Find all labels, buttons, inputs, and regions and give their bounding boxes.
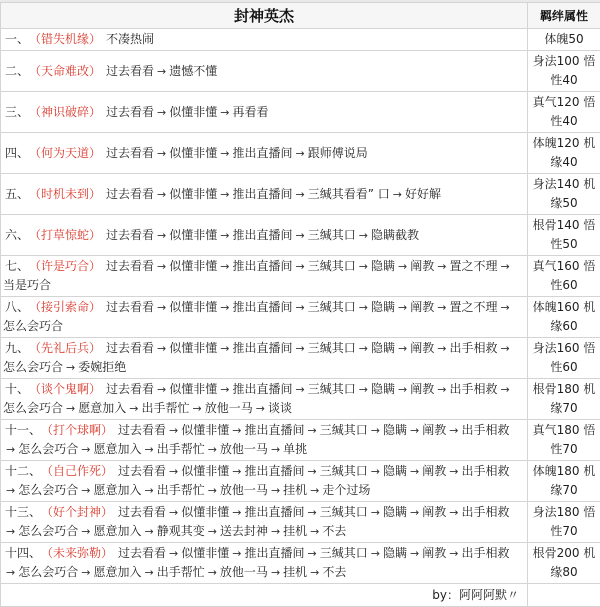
arrow-icon: → — [398, 383, 407, 396]
arrow-icon: → — [157, 301, 166, 314]
arrow-icon: → — [296, 188, 305, 201]
choice-path-cell — [1, 256, 528, 297]
arrow-icon: → — [271, 443, 280, 456]
ending-label: （谈个鬼啊） — [35, 382, 101, 396]
arrow-icon: → — [6, 525, 15, 538]
arrow-icon: → — [359, 260, 368, 273]
choice-step: 阐教 — [410, 259, 434, 273]
arrow-icon: → — [398, 342, 407, 355]
bond-attr-value: 体魄160 机缘60 — [528, 297, 600, 338]
choice-step: 过去看看 — [106, 341, 154, 355]
author-credit: by：阿阿阿默〃 — [1, 584, 528, 607]
choice-step: 推出直播间 — [245, 423, 305, 437]
choice-step: 谈谈 — [268, 401, 292, 415]
choice-step: 阐教 — [410, 300, 434, 314]
arrow-icon: → — [500, 260, 509, 273]
choice-step: 三缄其口 — [308, 382, 356, 396]
choice-step: 怎么会巧合 — [3, 401, 63, 415]
choice-step: 遗憾不懂 — [169, 64, 217, 78]
arrow-icon: → — [398, 260, 407, 273]
choice-step: 隐瞒 — [383, 505, 407, 519]
arrow-icon: → — [371, 465, 380, 478]
table-row — [1, 379, 600, 420]
choice-step: 过去看看 — [106, 259, 154, 273]
choice-step: 不凑热闹 — [106, 32, 154, 46]
choice-step: 出手相救 — [449, 341, 497, 355]
row-number: 八、 — [5, 300, 29, 314]
choice-step: 阐教 — [410, 341, 434, 355]
choice-step: 走个过场 — [322, 483, 370, 497]
choice-step: 出手相救 — [461, 464, 509, 478]
arrow-icon: → — [208, 484, 217, 497]
choice-step: 出手相救 — [461, 505, 509, 519]
bond-attr-value: 根骨140 悟性50 — [528, 215, 600, 256]
choice-step: 似懂非懂 — [169, 382, 217, 396]
arrow-icon: → — [500, 301, 509, 314]
arrow-icon: → — [81, 566, 90, 579]
ending-label: （打草惊蛇） — [35, 228, 101, 242]
choice-step: 似懂非懂 — [169, 187, 217, 201]
arrow-icon: → — [500, 383, 509, 396]
arrow-icon: → — [208, 525, 217, 538]
arrow-icon: → — [157, 65, 166, 78]
table-row — [1, 92, 600, 133]
choice-step: 放他一马 — [205, 401, 253, 415]
arrow-icon: → — [437, 383, 446, 396]
choice-path-cell — [1, 461, 528, 502]
choice-path-cell — [1, 29, 528, 51]
table-row — [1, 297, 600, 338]
choice-step: 似懂非懂 — [181, 505, 229, 519]
choice-step: 阐教 — [422, 546, 446, 560]
bond-attr-value: 真气180 悟性70 — [528, 420, 600, 461]
arrow-icon: → — [393, 188, 402, 201]
choice-step: 愿意加入 — [93, 565, 141, 579]
table-row — [1, 502, 600, 543]
choice-step: 跟师傅说局 — [308, 146, 368, 160]
ending-label: （天命难改） — [35, 64, 101, 78]
arrow-icon: → — [208, 443, 217, 456]
choice-step: 阐教 — [410, 382, 434, 396]
arrow-icon: → — [296, 260, 305, 273]
choice-step: 挂机 — [283, 565, 307, 579]
arrow-icon: → — [220, 106, 229, 119]
table-row — [1, 174, 600, 215]
arrow-icon: → — [232, 506, 241, 519]
arrow-icon: → — [359, 301, 368, 314]
choice-step: 出手帮忙 — [141, 401, 189, 415]
choice-step: 似懂非懂 — [169, 259, 217, 273]
table-row — [1, 256, 600, 297]
arrow-icon: → — [169, 465, 178, 478]
table-row — [1, 461, 600, 502]
arrow-icon: → — [308, 465, 317, 478]
arrow-icon: → — [410, 547, 419, 560]
choice-step: 怎么会巧合 — [3, 319, 63, 333]
choice-step: 三缄其口 — [308, 300, 356, 314]
row-number: 四、 — [5, 146, 29, 160]
arrow-icon: → — [500, 342, 509, 355]
choice-step: 推出直播间 — [233, 259, 293, 273]
choice-step: 怎么会巧合 — [18, 565, 78, 579]
arrow-icon: → — [256, 402, 265, 415]
choice-step: 过去看看 — [106, 146, 154, 160]
row-number: 三、 — [5, 105, 29, 119]
choice-step: 置之不理 — [449, 259, 497, 273]
choice-step: 静观其变 — [157, 524, 205, 538]
arrow-icon: → — [449, 424, 458, 437]
choice-step: 三缄其口 — [308, 341, 356, 355]
arrow-icon: → — [220, 260, 229, 273]
choice-step: 放他一马 — [220, 483, 268, 497]
choice-step: 不去 — [322, 565, 346, 579]
arrow-icon: → — [359, 383, 368, 396]
choice-step: 似懂非懂 — [169, 341, 217, 355]
ending-label: （先礼后兵） — [35, 341, 101, 355]
choice-step: 过去看看 — [106, 64, 154, 78]
choice-step: 过去看看 — [106, 187, 154, 201]
arrow-icon: → — [169, 424, 178, 437]
choice-step: 愿意加入 — [93, 524, 141, 538]
choice-path-cell — [1, 92, 528, 133]
choice-step: 过去看看 — [118, 464, 166, 478]
arrow-icon: → — [66, 361, 75, 374]
ending-label: （何为天道） — [35, 146, 101, 160]
arrow-icon: → — [296, 301, 305, 314]
header-row — [1, 3, 600, 29]
ending-label: （打个球啊） — [47, 423, 113, 437]
arrow-icon: → — [271, 484, 280, 497]
arrow-icon: → — [129, 402, 138, 415]
choice-step: 出手帮忙 — [157, 565, 205, 579]
choice-step: 过去看看 — [118, 423, 166, 437]
row-number: 七、 — [5, 259, 29, 273]
choice-path-cell — [1, 420, 528, 461]
arrow-icon: → — [371, 424, 380, 437]
bond-attr-value: 真气120 悟性40 — [528, 92, 600, 133]
arrow-icon: → — [220, 188, 229, 201]
choice-step: 推出直播间 — [233, 382, 293, 396]
choice-step: 阐教 — [422, 423, 446, 437]
arrow-icon: → — [410, 424, 419, 437]
arrow-icon: → — [410, 506, 419, 519]
arrow-icon: → — [437, 342, 446, 355]
arrow-icon: → — [359, 229, 368, 242]
choice-step: 隐瞒 — [383, 546, 407, 560]
arrow-icon: → — [437, 260, 446, 273]
arrow-icon: → — [220, 147, 229, 160]
choice-step: 愿意加入 — [93, 483, 141, 497]
arrow-icon: → — [81, 525, 90, 538]
table-row — [1, 215, 600, 256]
arrow-icon: → — [296, 342, 305, 355]
bond-attr-value: 身法100 悟性40 — [528, 51, 600, 92]
row-number: 五、 — [5, 187, 29, 201]
choice-step: 再看看 — [233, 105, 269, 119]
bond-attr-value: 体魄180 机缘70 — [528, 461, 600, 502]
choice-step: 推出直播间 — [233, 187, 293, 201]
choice-step: 似懂非懂 — [169, 105, 217, 119]
arrow-icon: → — [449, 547, 458, 560]
arrow-icon: → — [308, 424, 317, 437]
arrow-icon: → — [81, 484, 90, 497]
choice-step: 阐教 — [422, 505, 446, 519]
choice-step: 出手相救 — [461, 423, 509, 437]
choice-step: 三缄其口 — [320, 423, 368, 437]
arrow-icon: → — [308, 547, 317, 560]
choice-step: 出手帮忙 — [157, 483, 205, 497]
choice-step: 挂机 — [283, 524, 307, 538]
choice-step: 过去看看 — [118, 505, 166, 519]
choice-step: 三缄其口 — [320, 546, 368, 560]
arrow-icon: → — [359, 342, 368, 355]
arrow-icon: → — [296, 147, 305, 160]
arrow-icon: → — [220, 383, 229, 396]
choice-step: 似懂非懂 — [169, 228, 217, 242]
table-row — [1, 51, 600, 92]
row-number: 十三、 — [5, 505, 41, 519]
arrow-icon: → — [232, 547, 241, 560]
choice-step: 怎么会巧合 — [18, 442, 78, 456]
ending-label: （错失机缘） — [35, 32, 101, 46]
choice-step: 出手帮忙 — [157, 442, 205, 456]
arrow-icon: → — [157, 188, 166, 201]
choice-step: 三缄其口 — [308, 228, 356, 242]
arrow-icon: → — [437, 301, 446, 314]
row-number: 六、 — [5, 228, 29, 242]
arrow-icon: → — [157, 229, 166, 242]
ending-label: （未来弥勒） — [47, 546, 113, 560]
arrow-icon: → — [81, 443, 90, 456]
arrow-icon: → — [208, 566, 217, 579]
arrow-icon: → — [271, 566, 280, 579]
footer-row — [1, 584, 600, 607]
arrow-icon: → — [449, 506, 458, 519]
arrow-icon: → — [220, 342, 229, 355]
choice-path-cell — [1, 379, 528, 420]
choice-step: 三缄其口 — [320, 464, 368, 478]
rows-body — [1, 29, 600, 584]
arrow-icon: → — [6, 566, 15, 579]
choice-step: 怎么会巧合 — [3, 360, 63, 374]
arrow-icon: → — [398, 301, 407, 314]
choice-step: 过去看看 — [106, 382, 154, 396]
choice-step: 隐瞒 — [371, 341, 395, 355]
bond-attr-value: 身法160 悟性60 — [528, 338, 600, 379]
ending-label: （自己作死） — [47, 464, 113, 478]
choice-step: 送去封神 — [220, 524, 268, 538]
choice-path-cell — [1, 297, 528, 338]
guide-table — [0, 2, 600, 607]
choice-step: 似懂非懂 — [169, 146, 217, 160]
choice-step: 推出直播间 — [245, 505, 305, 519]
bond-attr-value: 根骨200 机缘80 — [528, 543, 600, 584]
choice-step: 阐教 — [422, 464, 446, 478]
arrow-icon: → — [144, 566, 153, 579]
row-number: 一、 — [5, 32, 29, 46]
bond-attr-value: 身法180 悟性70 — [528, 502, 600, 543]
choice-path-cell — [1, 215, 528, 256]
choice-path-cell — [1, 133, 528, 174]
choice-step: 愿意加入 — [78, 401, 126, 415]
arrow-icon: → — [371, 506, 380, 519]
arrow-icon: → — [310, 484, 319, 497]
choice-step: 隐瞒 — [383, 464, 407, 478]
row-number: 十四、 — [5, 546, 41, 560]
choice-step: 放他一马 — [220, 565, 268, 579]
arrow-icon: → — [66, 402, 75, 415]
arrow-icon: → — [157, 260, 166, 273]
bond-attr-value: 体魄120 机缘40 — [528, 133, 600, 174]
arrow-icon: → — [169, 547, 178, 560]
choice-path-cell — [1, 51, 528, 92]
bond-attr-value: 体魄50 — [528, 29, 600, 51]
arrow-icon: → — [220, 301, 229, 314]
arrow-icon: → — [157, 383, 166, 396]
choice-step: 当是巧合 — [3, 278, 51, 292]
choice-step: 推出直播间 — [245, 546, 305, 560]
row-number: 二、 — [5, 64, 29, 78]
choice-step: 过去看看 — [106, 105, 154, 119]
choice-step: 过去看看 — [106, 228, 154, 242]
arrow-icon: → — [449, 465, 458, 478]
choice-step: 过去看看 — [118, 546, 166, 560]
bond-attr-value: 身法140 机缘50 — [528, 174, 600, 215]
arrow-icon: → — [192, 402, 201, 415]
choice-step: 怎么会巧合 — [18, 524, 78, 538]
ending-label: （接引索命） — [35, 300, 101, 314]
arrow-icon: → — [157, 342, 166, 355]
arrow-icon: → — [308, 506, 317, 519]
choice-step: 过去看看 — [106, 300, 154, 314]
choice-step: 置之不理 — [449, 300, 497, 314]
arrow-icon: → — [6, 484, 15, 497]
choice-path-cell — [1, 174, 528, 215]
arrow-icon: → — [144, 443, 153, 456]
row-number: 十、 — [5, 382, 29, 396]
choice-step: 隐瞒 — [371, 259, 395, 273]
choice-step: 不去 — [322, 524, 346, 538]
arrow-icon: → — [220, 229, 229, 242]
ending-label: （许是巧合） — [35, 259, 101, 273]
arrow-icon: → — [271, 525, 280, 538]
choice-step: 似懂非懂 — [181, 423, 229, 437]
choice-path-cell — [1, 502, 528, 543]
bond-attr-value: 根骨180 机缘70 — [528, 379, 600, 420]
choice-step: 怎么会巧合 — [18, 483, 78, 497]
choice-step: 推出直播间 — [233, 300, 293, 314]
choice-step: 三缄其看看” 口 — [308, 187, 390, 201]
arrow-icon: → — [310, 566, 319, 579]
choice-step: 推出直播间 — [233, 228, 293, 242]
choice-step: 三缄其口 — [320, 505, 368, 519]
choice-step: 愿意加入 — [93, 442, 141, 456]
choice-step: 推出直播间 — [233, 146, 293, 160]
row-number: 十一、 — [5, 423, 41, 437]
choice-step: 似懂非懂 — [181, 546, 229, 560]
choice-step: 出手相救 — [461, 546, 509, 560]
choice-step: 单挑 — [283, 442, 307, 456]
ending-label: （时机未到） — [35, 187, 101, 201]
table-row — [1, 543, 600, 584]
arrow-icon: → — [144, 484, 153, 497]
choice-step: 推出直播间 — [245, 464, 305, 478]
row-number: 九、 — [5, 341, 29, 355]
arrow-icon: → — [6, 443, 15, 456]
table-row — [1, 338, 600, 379]
arrow-icon: → — [371, 547, 380, 560]
choice-path-cell — [1, 338, 528, 379]
arrow-icon: → — [296, 229, 305, 242]
ending-label: （神识破碎） — [35, 105, 101, 119]
page-title: 封神英杰 — [1, 3, 528, 29]
row-number: 十二、 — [5, 464, 41, 478]
table-row — [1, 133, 600, 174]
choice-path-cell — [1, 543, 528, 584]
choice-step: 委婉拒绝 — [78, 360, 126, 374]
choice-step: 隐瞒 — [371, 300, 395, 314]
arrow-icon: → — [157, 147, 166, 160]
choice-step: 隐瞒 — [383, 423, 407, 437]
choice-step: 放他一马 — [220, 442, 268, 456]
arrow-icon: → — [310, 525, 319, 538]
choice-step: 隐瞒截教 — [371, 228, 419, 242]
table-row — [1, 420, 600, 461]
choice-step: 推出直播间 — [233, 341, 293, 355]
choice-step: 隐瞒 — [371, 382, 395, 396]
choice-step: 三缄其口 — [308, 259, 356, 273]
choice-step: 好好解 — [405, 187, 441, 201]
arrow-icon: → — [169, 506, 178, 519]
ending-label: （好个封神） — [47, 505, 113, 519]
arrow-icon: → — [144, 525, 153, 538]
bond-attr-header: 羁绊属性 — [528, 3, 600, 29]
arrow-icon: → — [410, 465, 419, 478]
arrow-icon: → — [232, 424, 241, 437]
choice-step: 似懂非懂 — [181, 464, 229, 478]
table-row — [1, 29, 600, 51]
choice-step: 出手相救 — [449, 382, 497, 396]
arrow-icon: → — [157, 106, 166, 119]
arrow-icon: → — [296, 383, 305, 396]
choice-step: 挂机 — [283, 483, 307, 497]
footer-empty-cell — [528, 584, 600, 607]
choice-step: 似懂非懂 — [169, 300, 217, 314]
arrow-icon: → — [232, 465, 241, 478]
bond-attr-value: 真气160 悟性60 — [528, 256, 600, 297]
